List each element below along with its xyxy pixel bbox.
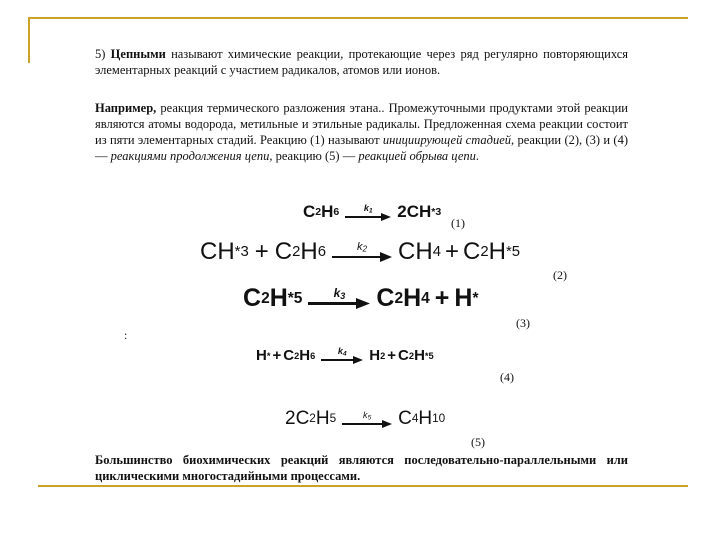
example-paragraph [95,100,628,164]
reaction-arrow: $k_4$ [321,347,363,364]
example-text-1: реакция термического разложения этана.. Промежуточными продуктами этой реакции являются атомы водорода, метильные и этильные радикалы. Предложенная схема реакции состоит из пяти элементарных стадий. Реакцию (1) называют [95,101,628,147]
example-lead: Например, [95,101,157,115]
equation-number-5: (5) [471,435,485,449]
definition-paragraph [95,46,628,78]
equation-number-4: (4) [500,370,514,384]
item-number: 5) [95,47,106,61]
equation-3: C 2 H * 5 $k_3$ C 2 H 4 + H * [243,284,479,312]
reaction-arrow: $k_2$ [332,243,392,262]
example-text-3: , реакцию (5) — [269,149,359,163]
frame-bottom-line [38,485,688,487]
equation-number-1: (1) [451,216,465,230]
stray-mark: : [124,328,128,342]
initiation-term: инициирующей стадией [382,133,512,147]
example-text-2: , реакции (2), (3) и (4) — [95,133,629,163]
term-chain: Цепными [110,47,166,61]
equation-4: H * + C 2 H 6 $k_4$ H 2 + C 2 H * 5 [256,346,434,364]
reaction-arrow: $k_1$ [345,204,391,221]
reaction-arrow: $k_3$ [308,289,370,309]
equation-number-2: (2) [553,268,567,282]
termination-term: реакцией обрыва цепи [358,149,476,163]
frame-top-line [28,17,688,19]
equation-2: CH * 3 + C 2 H 6 $k_2$ CH 4 + C 2 H * 5 [200,238,521,265]
equation-1: C 2 H 6 $k_1$ 2CH * 3 [303,202,442,221]
equation-5: 2C 2 H 5 $k_5$ C 4 H 10 [285,408,446,429]
definition-text: называют химические реакции, протекающие через ряд регулярно повторяющихся элементарных реакций с участием радикалов, атомов или ионов. [95,47,629,77]
propagation-term: реакциями продолжения цепи [110,149,270,163]
frame-left-line [28,17,30,63]
example-text-4: . [475,149,480,163]
reaction-arrow: $k_5$ [342,411,392,428]
equation-number-3: (3) [516,316,530,330]
summary-paragraph: Большинство биохимических реакций являются последовательно-параллельными или циклическими многостадийными процессами. [95,453,628,483]
